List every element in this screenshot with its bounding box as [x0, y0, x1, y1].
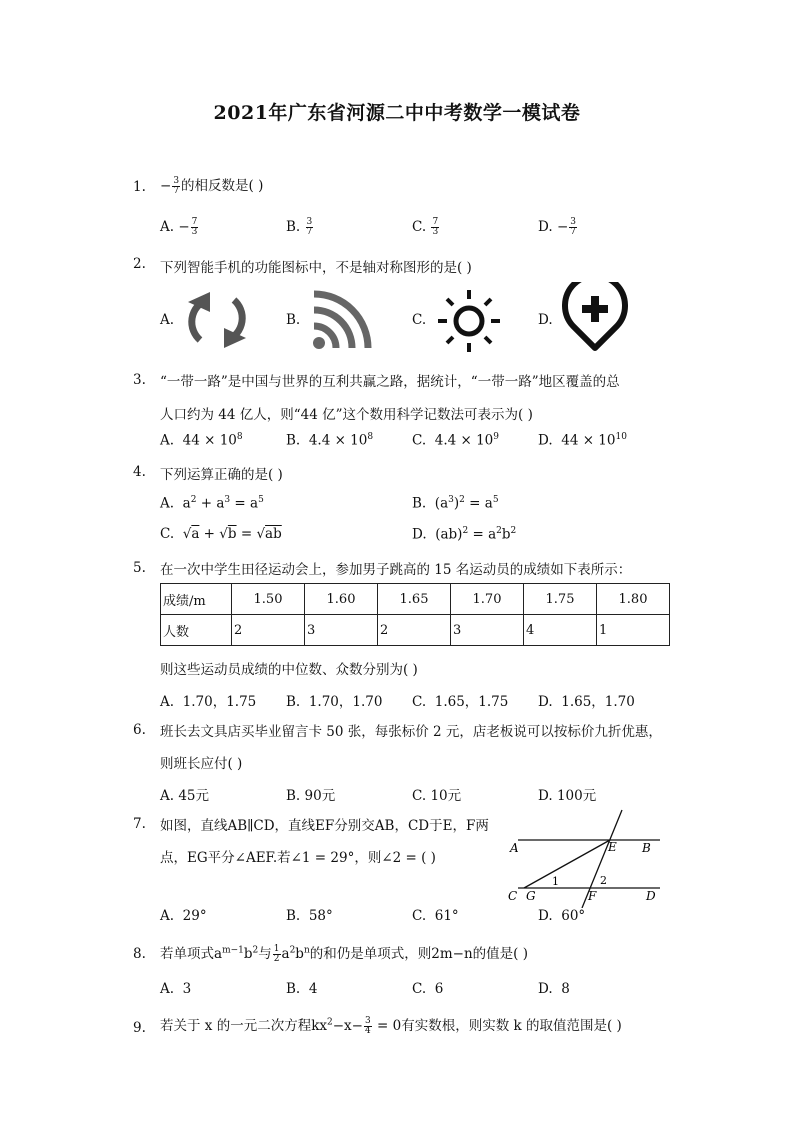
- label-c: C: [508, 889, 518, 903]
- option-b: B. 1.70，1.70: [286, 694, 383, 710]
- option-a: A. $a^2 + a^3 = a^5$: [160, 495, 264, 512]
- brightness-sun-icon: [436, 288, 502, 354]
- option-b: B. $\frac{3}{7}$: [286, 217, 313, 237]
- option-a: A. 1.70，1.75: [160, 694, 257, 710]
- question-stem: 下列智能手机的功能图标中，不是轴对称图形的是( ): [160, 260, 472, 276]
- table-cell: 2: [378, 615, 451, 646]
- table-cell: 1.60: [305, 584, 378, 615]
- question-stem-line2: 则班长应付( ): [160, 756, 243, 772]
- table-cell: 3: [451, 615, 524, 646]
- question-number: 7.: [133, 816, 146, 832]
- question-stem: 若单项式$a^{m-1}b^2$与 $\frac{1}{2}$ $a^2b^n$的和仍是单项式，则2m−n的值是( ): [160, 944, 528, 964]
- option-b: B. 4: [286, 981, 318, 997]
- label-f: F: [588, 889, 597, 903]
- question-stem: 下列运算正确的是( ): [160, 467, 283, 483]
- table-cell: 1.50: [232, 584, 305, 615]
- table-row: [161, 615, 670, 646]
- wifi-signal-icon: [310, 290, 376, 352]
- option-a: A. 29°: [160, 908, 207, 924]
- option-b: B. 90元: [286, 788, 336, 804]
- option-d: D. 8: [538, 981, 570, 997]
- label-d: D: [646, 889, 656, 903]
- option-c: C. 61°: [412, 908, 459, 924]
- question-stem-line2: 人口约为 44 亿人，则“44 亿”这个数用科学记数法可表示为( ): [160, 407, 533, 423]
- option-d: D. $(ab)^2 = a^2b^2$: [412, 526, 517, 543]
- option-a: A. − $\frac{7}{3}$: [160, 217, 198, 237]
- table-row: [161, 584, 670, 615]
- question-number: 9.: [133, 1020, 146, 1036]
- option-c: C. $4.4 \times 10^9$: [412, 432, 500, 449]
- question-stem: 在一次中学生田径运动会上，参加男子跳高的 15 名运动员的成绩如下表所示：: [160, 562, 632, 578]
- table-cell: 1.65: [378, 584, 451, 615]
- table-cell: 2: [232, 615, 305, 646]
- option-c: C. 6: [412, 981, 444, 997]
- table-cell: 1.80: [597, 584, 670, 615]
- table-cell: 1.70: [451, 584, 524, 615]
- option-c: C. 10元: [412, 788, 462, 804]
- question-stem-line1: “一带一路”是中国与世界的互利共赢之路，据统计，“一带一路”地区覆盖的总: [160, 374, 620, 390]
- question-number: 5.: [133, 560, 146, 576]
- option-d: D. $44 \times 10^{10}$: [538, 432, 627, 449]
- question-stem: 若关于 x 的一元二次方程$kx^2-x-$ $\frac{3}{4}$ = 0有实数根，则实数 k 的取值范围是( ): [160, 1016, 622, 1036]
- option-d-label: D.: [538, 312, 553, 328]
- option-b: B. 58°: [286, 908, 333, 924]
- label-a: A: [510, 841, 519, 855]
- question-stem-line1: 班长去文具店买毕业留言卡 50 张，每张标价 2 元，店老板说可以按标价九折优惠，: [160, 724, 662, 740]
- option-c: C. 1.65，1.75: [412, 694, 509, 710]
- question-prompt: 则这些运动员成绩的中位数、众数分别为( ): [160, 662, 418, 678]
- label-e: E: [608, 840, 617, 854]
- option-b: B. $4.4 \times 10^8$: [286, 432, 374, 449]
- table-header-cell: 人数: [161, 615, 232, 646]
- table-cell: 1: [597, 615, 670, 646]
- fraction: $\frac{3}{7}$: [173, 176, 180, 196]
- option-d: D. 60°: [538, 908, 586, 924]
- option-b: B. $(a^3)^2 = a^5$: [412, 495, 499, 512]
- option-c: C. √a + √b = √ab: [160, 526, 282, 542]
- option-a: A. 45元: [160, 788, 210, 804]
- option-c: C. $\frac{7}{3}$: [412, 217, 439, 237]
- question-number: 6.: [133, 722, 146, 738]
- label-g: G: [526, 889, 536, 903]
- table-header-cell: 成绩/m: [161, 584, 232, 615]
- refresh-icon: [184, 288, 250, 352]
- option-d: D. 1.65，1.70: [538, 694, 635, 710]
- question-stem-line2: 点，EG平分∠AEF.若∠1 = 29°，则∠2 = ( ): [160, 850, 436, 866]
- label-b: B: [642, 841, 651, 855]
- angle-1-label: 1: [552, 875, 559, 888]
- question-number: 8.: [133, 946, 146, 962]
- question-number: 3.: [133, 372, 146, 388]
- option-a: A. $44 \times 10^8$: [160, 432, 243, 449]
- table-cell: 3: [305, 615, 378, 646]
- option-b-label: B.: [286, 312, 301, 328]
- score-table: [160, 583, 670, 646]
- table-cell: 1.75: [524, 584, 597, 615]
- question-stem-line1: 如图，直线AB∥CD，直线EF分别交AB，CD于E，F两: [160, 818, 489, 834]
- question-stem: − $\frac{3}{7}$ 的相反数是( ): [160, 176, 264, 196]
- geometry-figure: [500, 808, 670, 908]
- option-d: D. 100元: [538, 788, 597, 804]
- question-number: 4.: [133, 464, 146, 480]
- line-eg: [524, 840, 610, 888]
- table-cell: 4: [524, 615, 597, 646]
- angle-2-label: 2: [600, 874, 607, 887]
- option-a-label: A.: [160, 312, 175, 328]
- question-number: 1.: [133, 179, 146, 195]
- location-add-icon: [562, 282, 628, 352]
- option-a: A. 3: [160, 981, 192, 997]
- page-title: 2021年广东省河源二中中考数学一模试卷: [213, 102, 581, 124]
- option-c-label: C.: [412, 312, 427, 328]
- option-d: D. − $\frac{3}{7}$: [538, 217, 576, 237]
- question-number: 2.: [133, 256, 146, 272]
